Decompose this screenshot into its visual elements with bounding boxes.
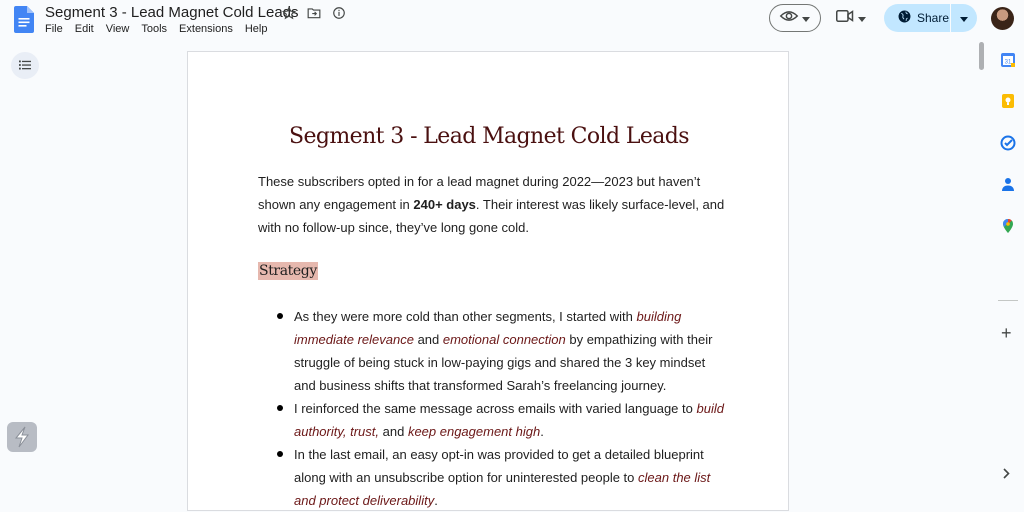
document-heading: Segment 3 - Lead Magnet Cold Leads: [289, 124, 689, 149]
strategy-heading: Strategy: [259, 263, 317, 279]
menu-file[interactable]: File: [45, 23, 63, 35]
vertical-scrollbar[interactable]: [979, 42, 984, 70]
caret-down-icon: [960, 9, 968, 27]
intro-text-end: . Their interest was likely surface-level, and with no follow-up since, they’ve long gone cold.: [258, 197, 725, 235]
bullet-emphasis: build authority, trust,: [294, 401, 724, 439]
caret-down-icon: [858, 9, 866, 27]
menu-extensions[interactable]: Extensions: [179, 23, 233, 35]
docs-logo-icon[interactable]: [14, 6, 34, 33]
bullet-emphasis: keep engagement high: [407, 424, 541, 439]
document-title[interactable]: Segment 3 - Lead Magnet Cold Leads: [45, 4, 299, 21]
globe-icon: [898, 10, 911, 26]
add-icon[interactable]: +: [1001, 323, 1012, 343]
bullet-text: In the last email, an easy opt-in was provided to get a detailed blueprint along with an unsubscribe option for uninterested people to: [294, 447, 704, 485]
document-outline-button[interactable]: [11, 52, 39, 79]
tasks-icon[interactable]: [1000, 135, 1016, 151]
view-mode-button[interactable]: [769, 4, 821, 32]
menu-bar: [45, 23, 279, 35]
meet-button[interactable]: [836, 8, 872, 28]
bullet-text: I reinforced the same message across emails with varied language to: [294, 401, 697, 416]
menu-edit[interactable]: Edit: [74, 23, 94, 35]
video-camera-icon: [836, 9, 854, 28]
chevron-right-icon[interactable]: [1003, 468, 1010, 482]
document-page[interactable]: [187, 51, 789, 511]
caret-down-icon: [802, 9, 810, 27]
avatar[interactable]: [991, 7, 1014, 30]
bullet-text: .: [434, 493, 438, 508]
share-label: Share: [917, 11, 950, 25]
menu-view[interactable]: View: [105, 23, 130, 35]
side-panel-divider: [998, 300, 1018, 301]
list-item: [258, 305, 728, 397]
bullet-emphasis: clean the list and protect deliverability: [294, 470, 711, 508]
bullet-text: .: [540, 424, 544, 439]
intro-paragraph: [258, 170, 728, 239]
share-button-group: [884, 4, 977, 32]
strategy-list: [258, 305, 728, 512]
contacts-icon[interactable]: [1000, 176, 1016, 192]
calendar-icon[interactable]: [1000, 52, 1016, 68]
keep-icon[interactable]: [1000, 93, 1016, 109]
list-icon: [19, 57, 31, 75]
bullet-emphasis: emotional connection: [442, 332, 566, 347]
intro-text: These subscribers opted in for a lead magnet during 2022—2023 but haven’t shown any engagement in: [258, 174, 701, 212]
bullet-text: and: [413, 332, 443, 347]
doc-status-icon[interactable]: [331, 5, 347, 21]
menu-help[interactable]: Help: [244, 23, 268, 35]
eye-icon: [780, 9, 798, 27]
share-dropdown-button[interactable]: [951, 9, 977, 27]
side-panel: [992, 42, 1024, 498]
list-item: [258, 397, 728, 443]
star-icon[interactable]: [281, 5, 297, 21]
bullet-text: As they were more cold than other segments, I started with: [294, 309, 637, 324]
bullet-emphasis: building immediate relevance: [294, 309, 682, 347]
top-bar: [0, 0, 1024, 40]
bullet-text: by empathizing with their struggle of being stuck in low-paying gigs and shared the 3 key mindset and business shifts that transformed Sarah’s freelancing journey.: [294, 332, 713, 393]
maps-icon[interactable]: [1000, 218, 1016, 234]
svg-text:31: 31: [1004, 59, 1012, 66]
extension-logo-icon[interactable]: [7, 422, 37, 452]
bullet-text: and: [379, 424, 408, 439]
menu-tools[interactable]: Tools: [141, 23, 168, 35]
move-folder-icon[interactable]: [306, 5, 322, 21]
intro-bold-text: 240+ days: [413, 197, 476, 212]
share-button[interactable]: [884, 4, 950, 32]
list-item: [258, 443, 728, 512]
